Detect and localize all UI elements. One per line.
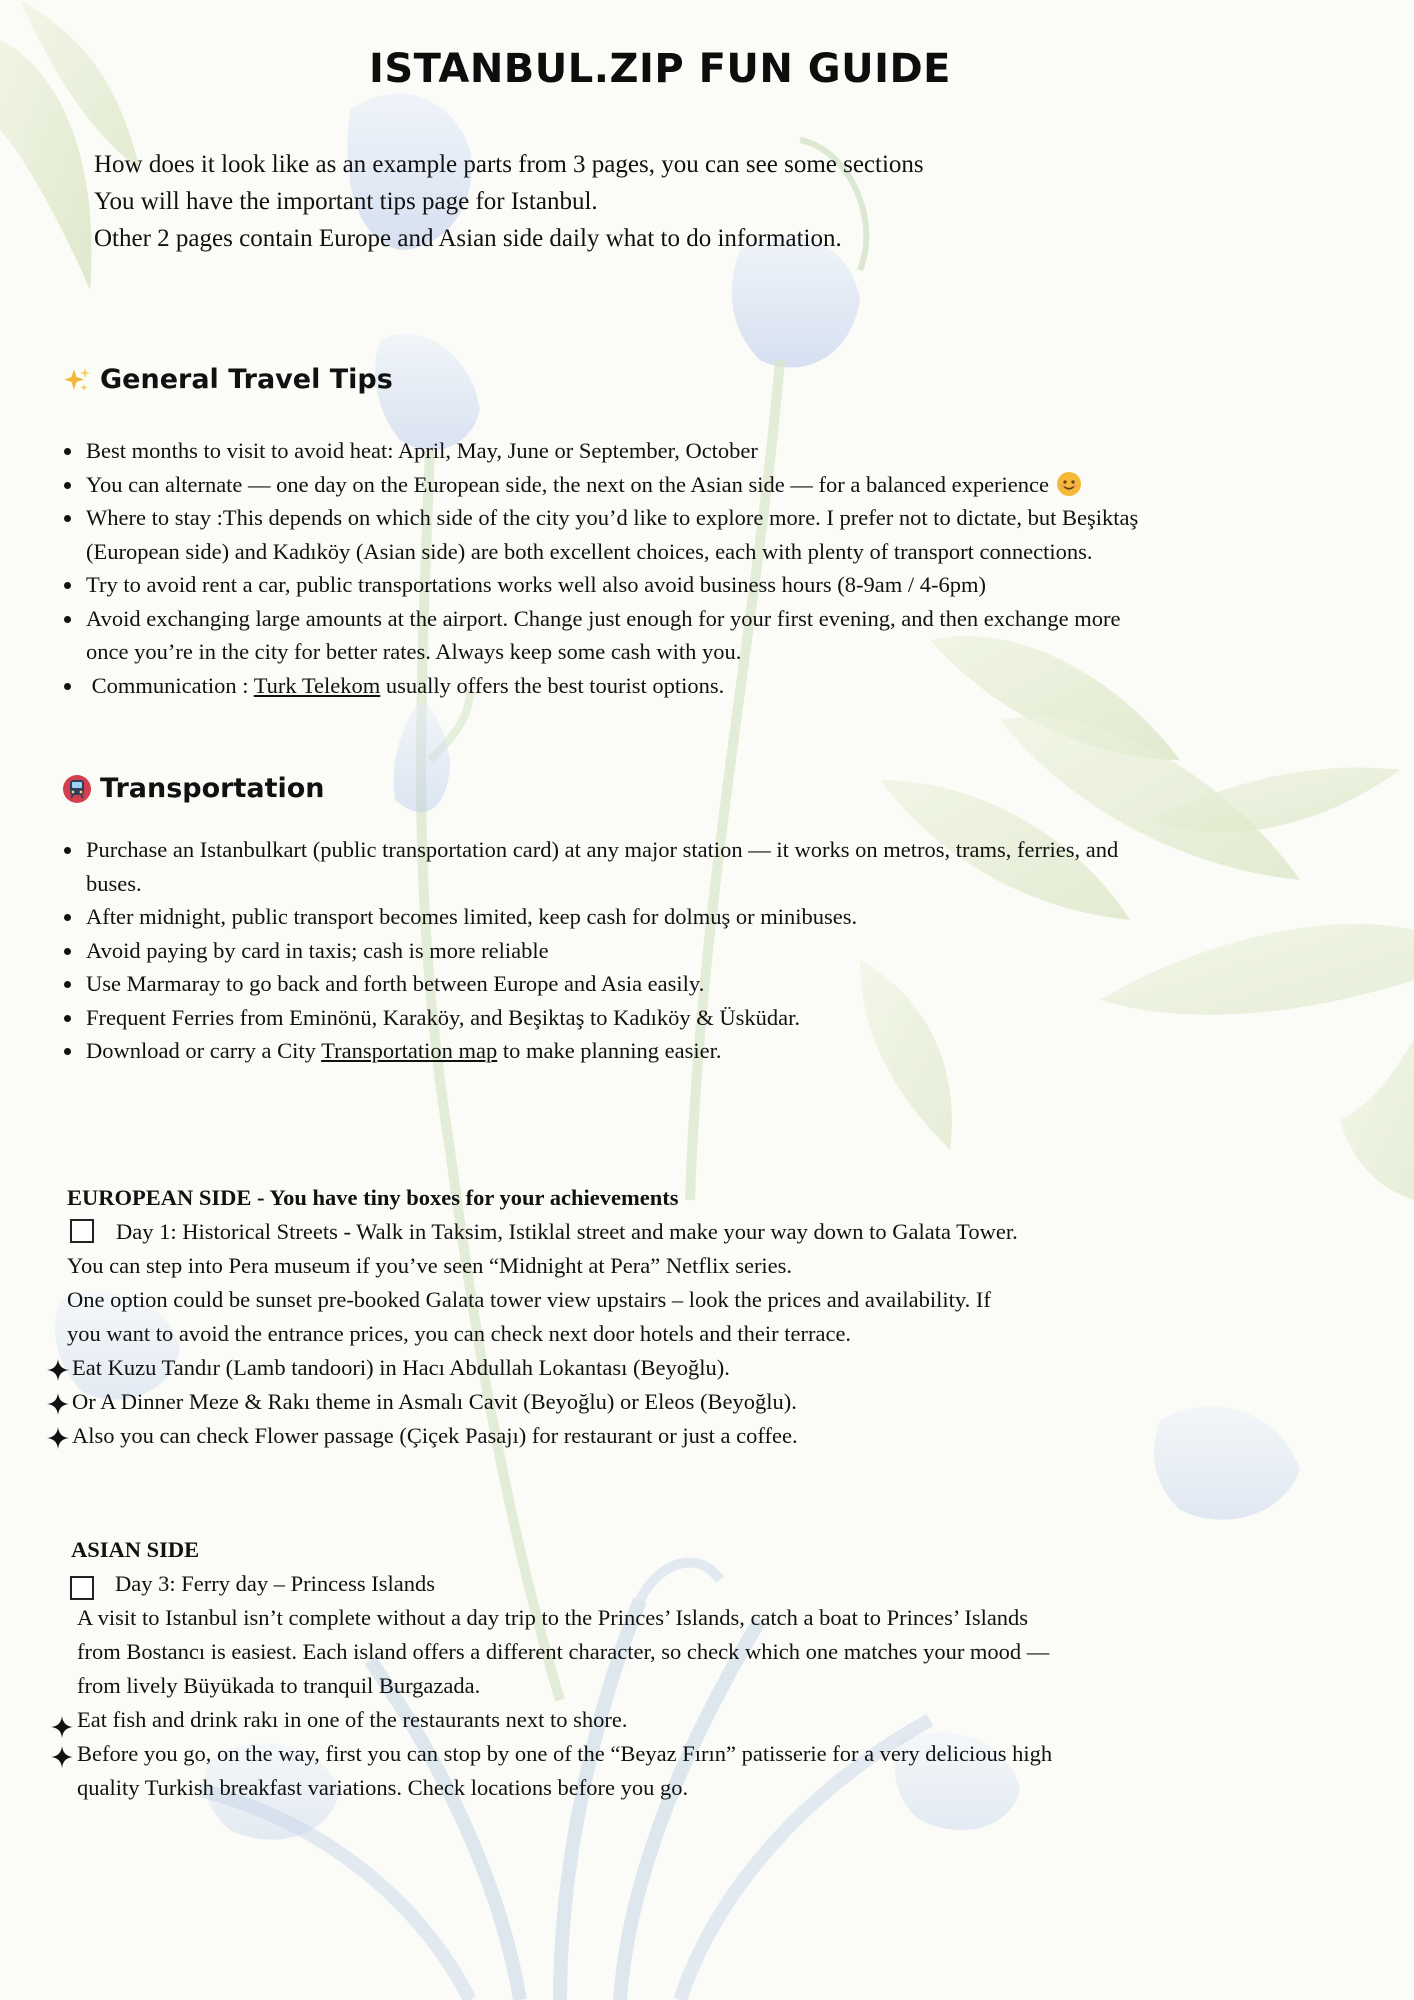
- european-text-line: You can step into Pera museum if you’ve seen “Midnight at Pera” Netflix series.: [67, 1253, 793, 1278]
- asian-text-line: from lively Büyükada to tranquil Burgazada.: [77, 1673, 481, 1698]
- asian-text-line: A visit to Istanbul isn’t complete without a day trip to the Princes’ Islands, catch a boat to Princes’ Islands: [77, 1605, 1029, 1630]
- asian-text-line: from Bostancı is easiest. Each island offers a different character, so check which one matches your mood —: [77, 1639, 1050, 1664]
- list-item: [86, 1034, 1286, 1068]
- intro-line: How does it look like as an example parts from 3 pages, you can see some sections: [94, 151, 924, 178]
- european-star-item: Or A Dinner Meze & Rakı theme in Asmalı Cavit (Beyoğlu) or Eleos (Beyoğlu).: [72, 1389, 797, 1414]
- asian-star-item: Eat fish and drink rakı in one of the restaurants next to shore.: [77, 1707, 628, 1732]
- transportation-list: [86, 833, 1286, 1068]
- list-item-text: You can alternate — one day on the European side, the next on the Asian side — for a balanced experience: [86, 471, 1050, 497]
- list-item-line: Where to stay :This depends on which side of the city you’d like to explore more. I prefer not to dictate, but Beşiktaş: [86, 505, 1139, 530]
- list-item: Frequent Ferries from Eminönü, Karaköy, and Beşiktaş to Kadıköy & Üsküdar.: [86, 1001, 1286, 1035]
- european-star-item: Also you can check Flower passage (Çiçek Pasajı) for restaurant or just a coffee.: [72, 1423, 798, 1448]
- day1-checkbox[interactable]: [70, 1219, 94, 1243]
- asian-text-line: quality Turkish breakfast variations. Check locations before you go.: [77, 1775, 689, 1800]
- intro-text: [94, 146, 924, 257]
- general-tips-list: [86, 434, 1286, 702]
- list-item-text: to make planning easier.: [497, 1038, 722, 1063]
- page-title: ISTANBUL.ZIP FUN GUIDE: [368, 46, 951, 92]
- list-item: After midnight, public transport becomes limited, keep cash for dolmuş or minibuses.: [86, 900, 1286, 934]
- asian-star-item: Before you go, on the way, first you can stop by one of the “Beyaz Fırın” patisserie for a very delicious high: [77, 1741, 1053, 1766]
- day1-label: Day 1: Historical Streets - Walk in Taksim, Istiklal street and make your way down to Galata Tower.: [116, 1219, 1018, 1244]
- list-item: [86, 602, 1286, 669]
- metro-icon: [62, 774, 92, 804]
- list-item-line: once you’re in the city for better rates. Always keep some cash with you.: [86, 639, 742, 664]
- day3-label: Day 3: Ferry day – Princess Islands: [115, 1571, 435, 1596]
- european-star-item: Eat Kuzu Tandır (Lamb tandoori) in Hacı Abdullah Lokantası (Beyoğlu).: [72, 1355, 730, 1380]
- transportation-heading: [62, 773, 325, 804]
- list-item-line: Purchase an Istanbulkart (public transportation card) at any major station — it works on metros, trams, ferries, and: [86, 837, 1119, 862]
- list-item: [86, 669, 1286, 703]
- european-text-line: you want to avoid the entrance prices, you can check next door hotels and their terrace.: [67, 1321, 852, 1346]
- list-item-text: Download or carry a City: [86, 1038, 322, 1063]
- star-bullet-icon: [50, 1745, 74, 1769]
- list-item: Avoid paying by card in taxis; cash is more reliable: [86, 934, 1286, 968]
- list-item: [86, 501, 1286, 568]
- general-tips-heading-label: General Travel Tips: [100, 364, 393, 395]
- list-item: [86, 833, 1286, 900]
- day3-checkbox[interactable]: [70, 1576, 94, 1600]
- smile-icon: [1057, 472, 1081, 496]
- list-item-line: buses.: [86, 870, 142, 896]
- list-item: [86, 468, 1286, 502]
- star-bullet-icon: [50, 1715, 74, 1739]
- list-item: Use Marmaray to go back and forth between Europe and Asia easily.: [86, 967, 1286, 1001]
- asian-side-title: ASIAN SIDE: [71, 1537, 200, 1562]
- list-item: Best months to visit to avoid heat: April, May, June or September, October: [86, 434, 1286, 468]
- list-item-text: Communication :: [86, 672, 254, 698]
- european-text-line: One option could be sunset pre-booked Galata tower view upstairs – look the prices and availability. If: [67, 1287, 991, 1312]
- sparkles-icon: [62, 365, 92, 395]
- list-item-line: (European side) and Kadıköy (Asian side) are both excellent choices, each with plenty of transport connections.: [86, 538, 1093, 564]
- intro-line: Other 2 pages contain Europe and Asian side daily what to do information.: [94, 225, 842, 252]
- general-tips-heading: [62, 364, 393, 395]
- star-bullet-icon: [46, 1426, 70, 1450]
- transportation-map-link[interactable]: Transportation map: [321, 1038, 498, 1063]
- star-bullet-icon: [46, 1392, 70, 1416]
- turk-telekom-link[interactable]: Turk Telekom: [253, 672, 381, 698]
- list-item: Try to avoid rent a car, public transportations works well also avoid business hours (8-9am / 4-6pm): [86, 568, 1286, 602]
- transportation-heading-label: Transportation: [100, 773, 325, 804]
- star-bullet-icon: [46, 1358, 70, 1382]
- intro-line: You will have the important tips page for Istanbul.: [94, 188, 598, 215]
- european-side-title: EUROPEAN SIDE - You have tiny boxes for your achievements: [67, 1185, 679, 1210]
- list-item-line: Avoid exchanging large amounts at the airport. Change just enough for your first evening, and then exchange more: [86, 605, 1121, 631]
- list-item-text: usually offers the best tourist options.: [380, 672, 725, 698]
